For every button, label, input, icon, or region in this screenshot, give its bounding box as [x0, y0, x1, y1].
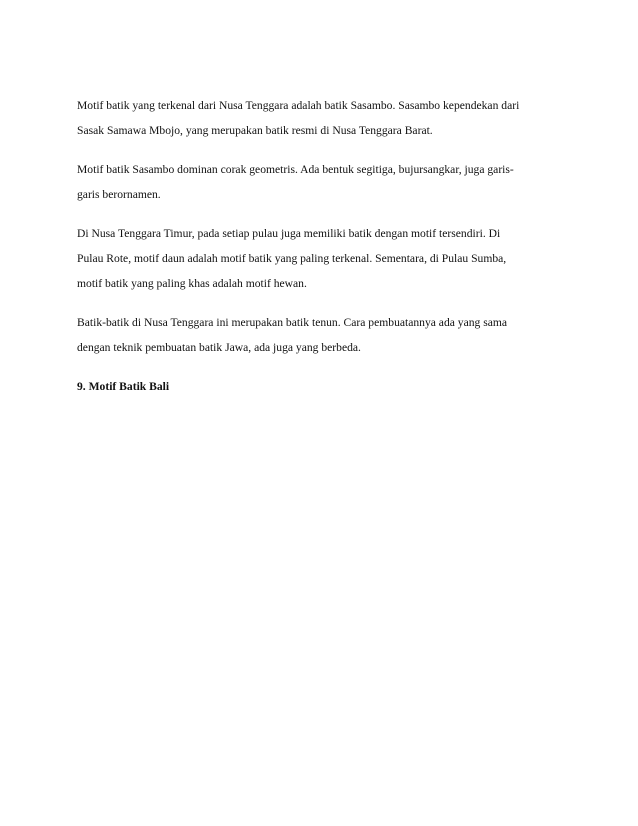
- section-heading: 9. Motif Batik Bali: [77, 380, 170, 393]
- paragraph-sasambo-intro: [77, 93, 577, 143]
- paragraph-sasambo-pattern: [77, 157, 577, 207]
- text-line: Di Nusa Tenggara Timur, pada setiap pulau juga memiliki batik dengan motif tersendiri. Di: [77, 227, 501, 240]
- text-line: Motif batik Sasambo dominan corak geometris. Ada bentuk segitiga, bujursangkar, juga garis-: [77, 163, 514, 176]
- text-line: Batik-batik di Nusa Tenggara ini merupakan batik tenun. Cara pembuatannya ada yang sama: [77, 316, 508, 329]
- paragraph-batik-tenun: [77, 310, 577, 360]
- document-body: [77, 93, 577, 399]
- text-line: Pulau Rote, motif daun adalah motif batik yang paling terkenal. Sementara, di Pulau Sumba,: [77, 252, 507, 265]
- text-line: Motif batik yang terkenal dari Nusa Tenggara adalah batik Sasambo. Sasambo kependekan dari: [77, 99, 520, 112]
- text-line: motif batik yang paling khas adalah motif hewan.: [77, 277, 307, 290]
- text-line: Sasak Samawa Mbojo, yang merupakan batik resmi di Nusa Tenggara Barat.: [77, 124, 433, 137]
- text-line: garis berornamen.: [77, 188, 161, 201]
- text-line: dengan teknik pembuatan batik Jawa, ada juga yang berbeda.: [77, 341, 361, 354]
- paragraph-ntt-motifs: [77, 221, 577, 296]
